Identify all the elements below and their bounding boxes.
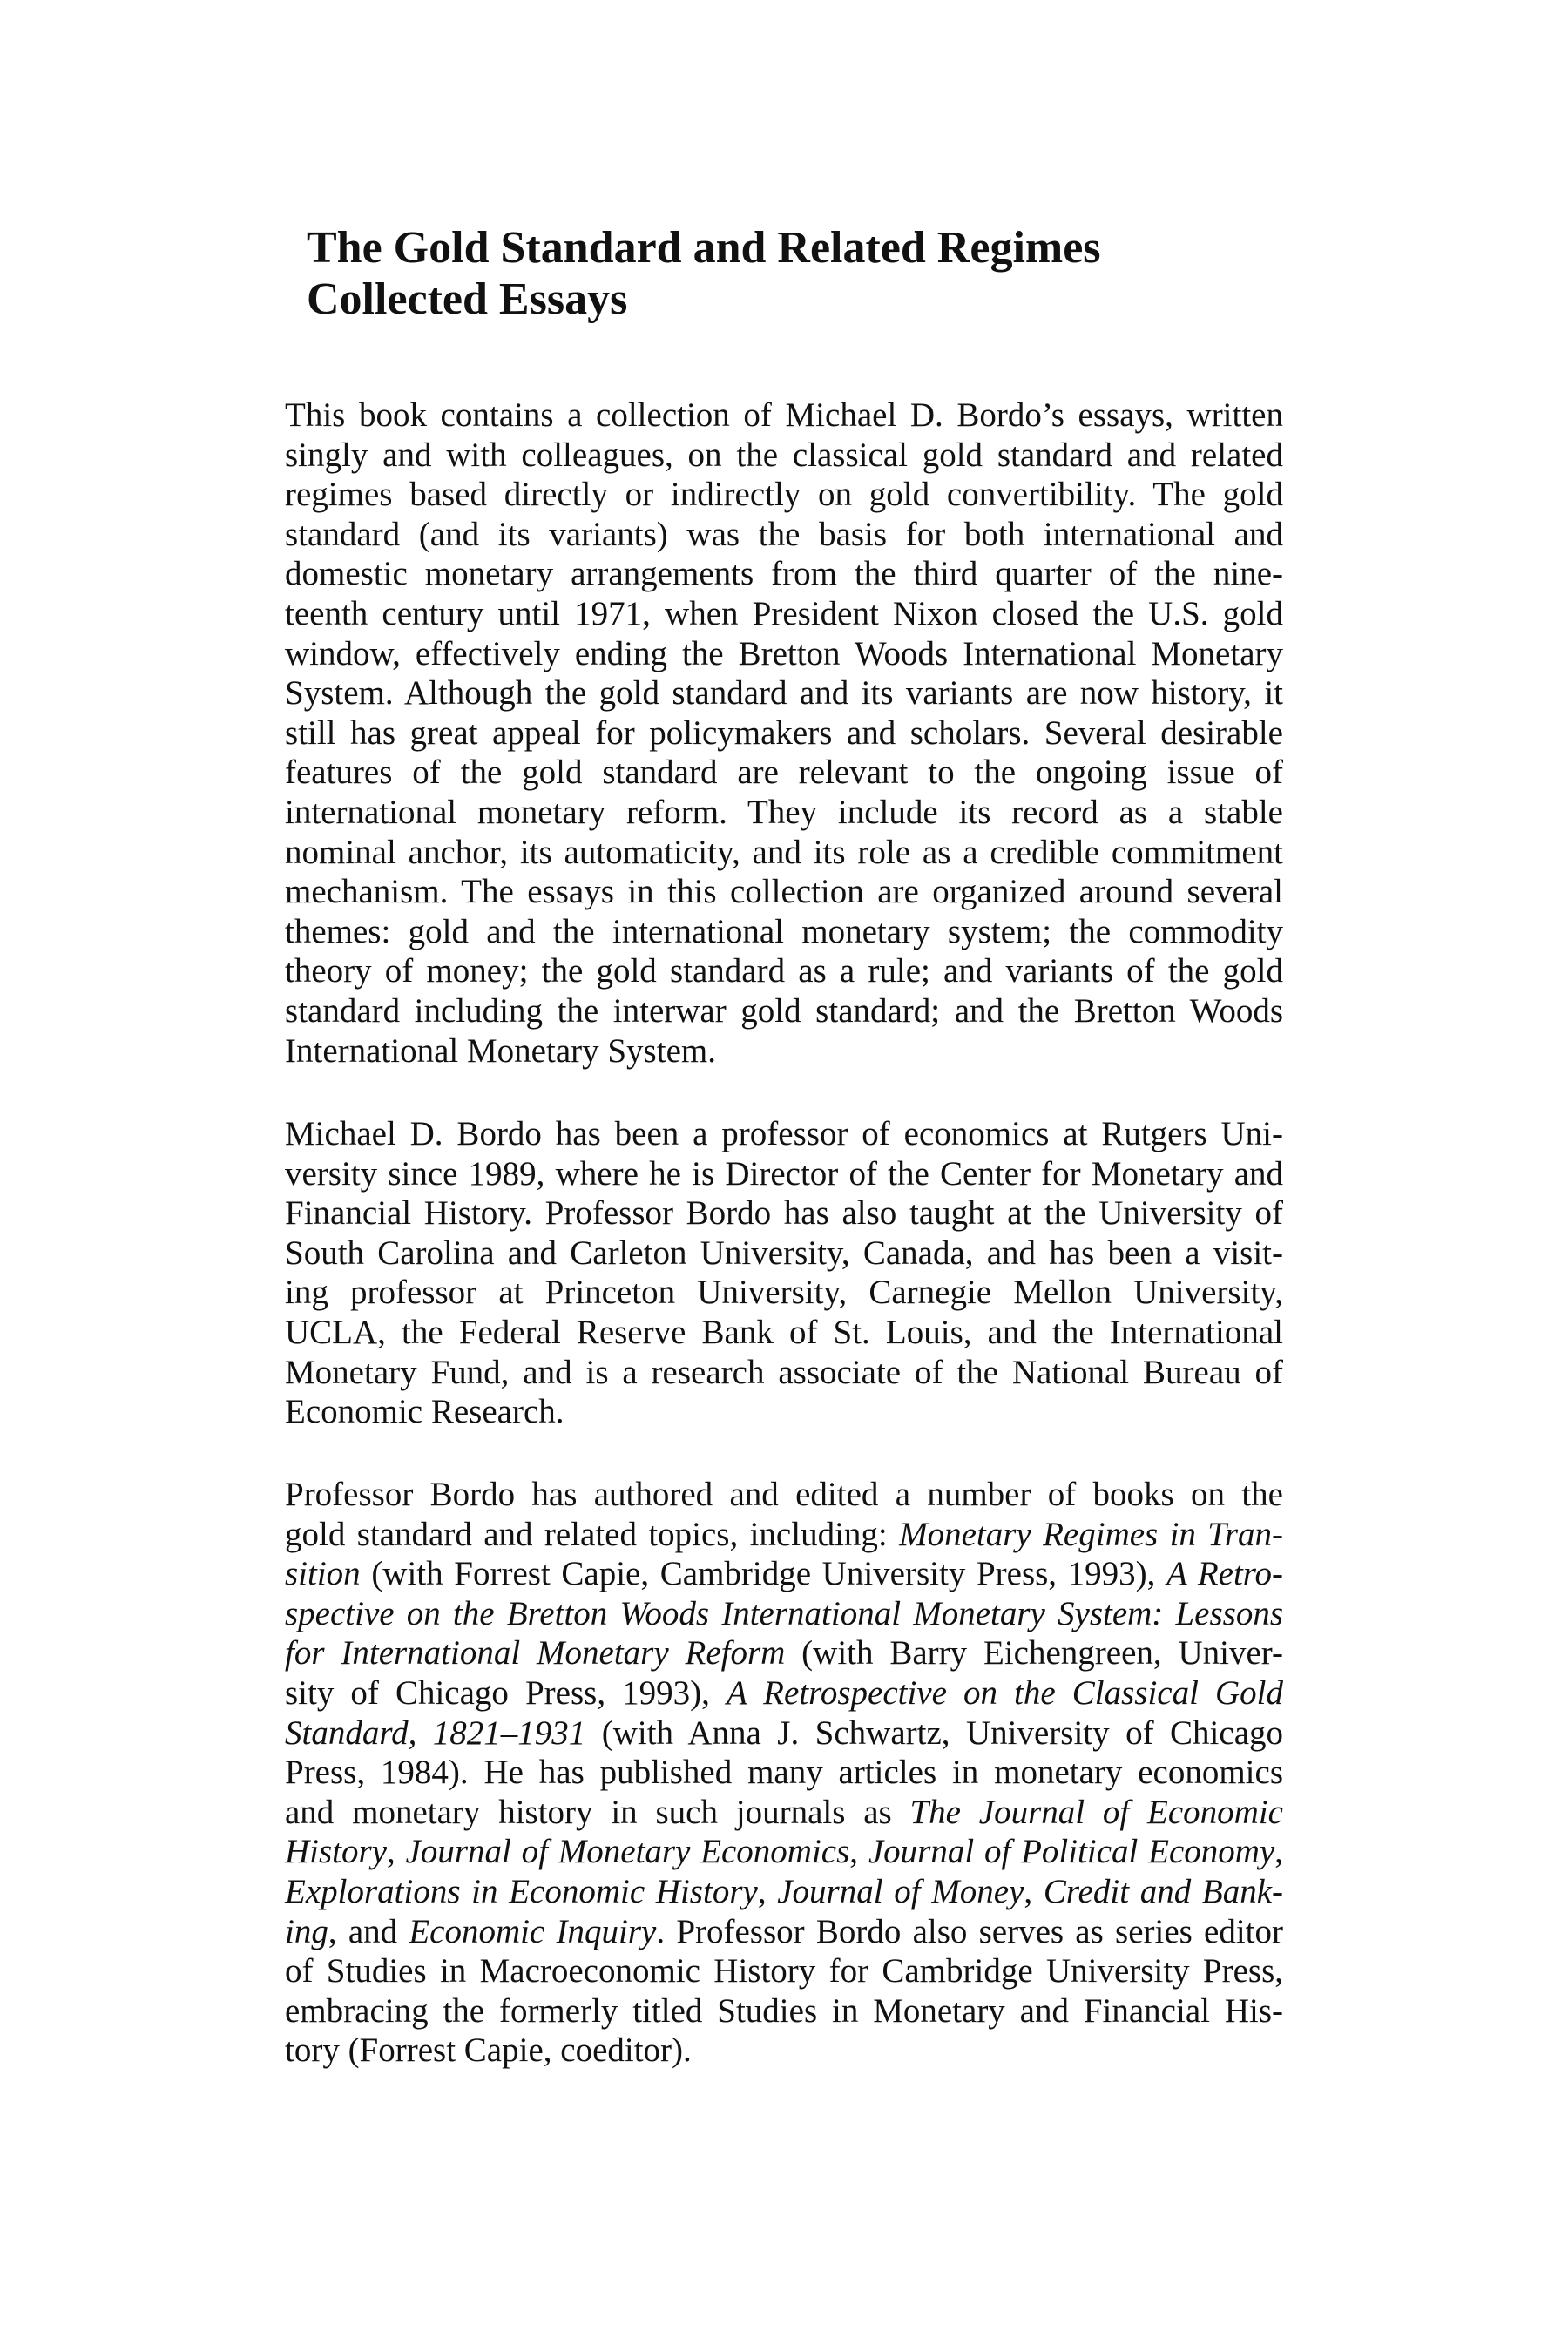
italic-title-text: Credit and Bank-: [1043, 1872, 1284, 1910]
text-line: [285, 673, 1283, 713]
text-line: [285, 1673, 1283, 1713]
text-line: [285, 991, 1283, 1031]
text-line: [285, 1313, 1283, 1353]
text-segment: domestic monetary arrangements from the third quarter of the nine-: [285, 555, 1283, 593]
text-segment: ,: [387, 1833, 406, 1871]
title-line-1: The Gold Standard and Related Regimes: [307, 223, 1101, 273]
text-segment: Michael D. Bordo has been a professor of economics at Rutgers Uni-: [285, 1115, 1283, 1152]
text-line: [285, 1515, 1283, 1555]
text-segment: ,: [1024, 1872, 1044, 1910]
italic-title-text: History: [285, 1833, 387, 1871]
text-segment: System. Although the gold standard and its variants are now history, it: [285, 674, 1283, 713]
text-line: [285, 1114, 1283, 1154]
text-segment: theory of money; the gold standard as a rule; and variants of the gold: [285, 952, 1283, 990]
text-segment: international monetary reform. They include its record as a stable: [285, 793, 1283, 831]
text-line: [285, 1392, 1283, 1432]
text-segment: tory (Forrest Capie, coeditor).: [285, 2031, 692, 2070]
text-segment: , and: [328, 1912, 409, 1950]
text-line: [285, 833, 1283, 873]
text-line: [285, 951, 1283, 991]
text-segment: UCLA, the Federal Reserve Bank of St. Louis, and the International: [285, 1313, 1283, 1351]
text-line: [285, 1633, 1283, 1673]
text-line: [285, 1793, 1283, 1833]
text-segment: (with Anna J. Schwartz, University of Chicago: [585, 1713, 1283, 1752]
italic-title-text: Standard, 1821–1931: [285, 1713, 586, 1752]
text-line: [285, 1154, 1283, 1194]
text-line: [285, 1753, 1283, 1793]
text-segment: Press, 1984). He has published many articles in monetary economics: [285, 1754, 1283, 1792]
text-line: [285, 554, 1283, 594]
italic-title-text: Journal of Monetary Economics: [405, 1833, 850, 1871]
italic-title-text: spective on the Bretton Woods International Monetary System: Lessons: [285, 1594, 1283, 1632]
text-line: [285, 1031, 1283, 1071]
text-line: [285, 1951, 1283, 1991]
text-segment: and monetary history in such journals as: [285, 1793, 910, 1831]
text-segment: nominal anchor, its automaticity, and its role as a credible commitment: [285, 833, 1283, 871]
text-line: [285, 594, 1283, 634]
text-line: [285, 2031, 1283, 2071]
paragraph-author-bio: [285, 1114, 1283, 1432]
text-segment: ,: [1274, 1833, 1284, 1871]
text-line: [285, 912, 1283, 952]
text-segment: window, effectively ending the Bretton Woods International Monetary: [285, 634, 1283, 672]
text-segment: ,: [849, 1833, 868, 1871]
text-segment: mechanism. The essays in this collection are organized around several: [285, 873, 1283, 911]
italic-title-text: Economic Inquiry: [409, 1912, 657, 1950]
text-segment: singly and with colleagues, on the classical gold standard and related: [285, 436, 1283, 474]
text-line: [285, 1912, 1283, 1952]
text-line: [285, 436, 1283, 476]
text-segment: standard including the interwar gold standard; and the Bretton Woods: [285, 991, 1283, 1030]
text-segment: Monetary Fund, and is a research associate of the National Bureau of: [285, 1353, 1283, 1391]
text-segment: International Monetary System.: [285, 1031, 716, 1070]
text-segment: standard (and its variants) was the basis for both international and: [285, 515, 1283, 553]
text-line: [285, 793, 1283, 833]
book-title: [307, 222, 1101, 325]
paragraph-author-publications: [285, 1475, 1283, 2071]
text-segment: gold standard and related topics, including:: [285, 1515, 900, 1553]
text-segment: ,: [757, 1872, 778, 1910]
title-line-2: Collected Essays: [307, 274, 628, 324]
italic-title-text: Journal of Money: [777, 1872, 1024, 1910]
text-segment: This book contains a collection of Michael D. Bordo’s essays, written: [285, 396, 1283, 434]
text-segment: embracing the formerly titled Studies in Monetary and Financial His-: [285, 1991, 1283, 2030]
text-segment: features of the gold standard are relevant to the ongoing issue of: [285, 754, 1283, 792]
text-line: [285, 1991, 1283, 2031]
text-line: [285, 1475, 1283, 1515]
text-segment: Financial History. Professor Bordo has also taught at the University of: [285, 1194, 1283, 1233]
text-line: [285, 713, 1283, 754]
text-line: [285, 1273, 1283, 1313]
text-segment: regimes based directly or indirectly on gold convertibility. The gold: [285, 476, 1283, 514]
text-segment: (with Barry Eichengreen, Univer-: [785, 1634, 1283, 1673]
text-line: [285, 634, 1283, 674]
text-segment: of Studies in Macroeconomic History for Cambridge University Press,: [285, 1952, 1283, 1990]
italic-title-text: Explorations in Economic History: [285, 1872, 758, 1910]
text-line: [285, 1353, 1283, 1393]
text-segment: themes: gold and the international monetary system; the commodity: [285, 912, 1283, 950]
text-line: [285, 753, 1283, 793]
text-segment: . Professor Bordo also serves as series editor: [656, 1912, 1284, 1950]
text-line: [285, 1233, 1283, 1274]
italic-title-text: sition: [285, 1555, 361, 1593]
text-segment: sity of Chicago Press, 1993),: [285, 1673, 727, 1712]
text-segment: Professor Bordo has authored and edited a number of books on the: [285, 1476, 1283, 1513]
italic-title-text: for International Monetary Reform: [285, 1634, 786, 1673]
italic-title-text: ing: [285, 1912, 328, 1950]
text-line: [285, 872, 1283, 912]
italic-title-text: The Journal of Economic: [909, 1793, 1283, 1831]
text-line: [285, 395, 1283, 436]
text-line: [285, 1193, 1283, 1233]
italic-title-text: Journal of Political Economy: [868, 1833, 1275, 1871]
text-segment: (with Forrest Capie, Cambridge University Press, 1993),: [360, 1555, 1167, 1593]
text-line: [285, 1713, 1283, 1754]
text-segment: still has great appeal for policymakers and scholars. Several desirable: [285, 713, 1283, 752]
text-segment: South Carolina and Carleton University, Canada, and has been a visit-: [285, 1233, 1283, 1272]
text-line: [285, 515, 1283, 555]
text-line: [285, 1832, 1283, 1872]
paragraph-book-description: [285, 395, 1283, 1071]
text-segment: Economic Research.: [285, 1393, 564, 1431]
italic-title-text: A Retrospective on the Classical Gold: [726, 1673, 1283, 1712]
text-line: [285, 1554, 1283, 1594]
text-line: [285, 1594, 1283, 1634]
text-segment: teenth century until 1971, when President Nixon closed the U.S. gold: [285, 594, 1283, 632]
text-line: [285, 475, 1283, 515]
italic-title-text: Monetary Regimes in Tran-: [899, 1515, 1284, 1553]
text-line: [285, 1872, 1283, 1912]
text-segment: ing professor at Princeton University, Carnegie Mellon University,: [285, 1274, 1283, 1312]
italic-title-text: A Retro-: [1166, 1555, 1283, 1593]
text-segment: versity since 1989, where he is Director of the Center for Monetary and: [285, 1154, 1283, 1193]
